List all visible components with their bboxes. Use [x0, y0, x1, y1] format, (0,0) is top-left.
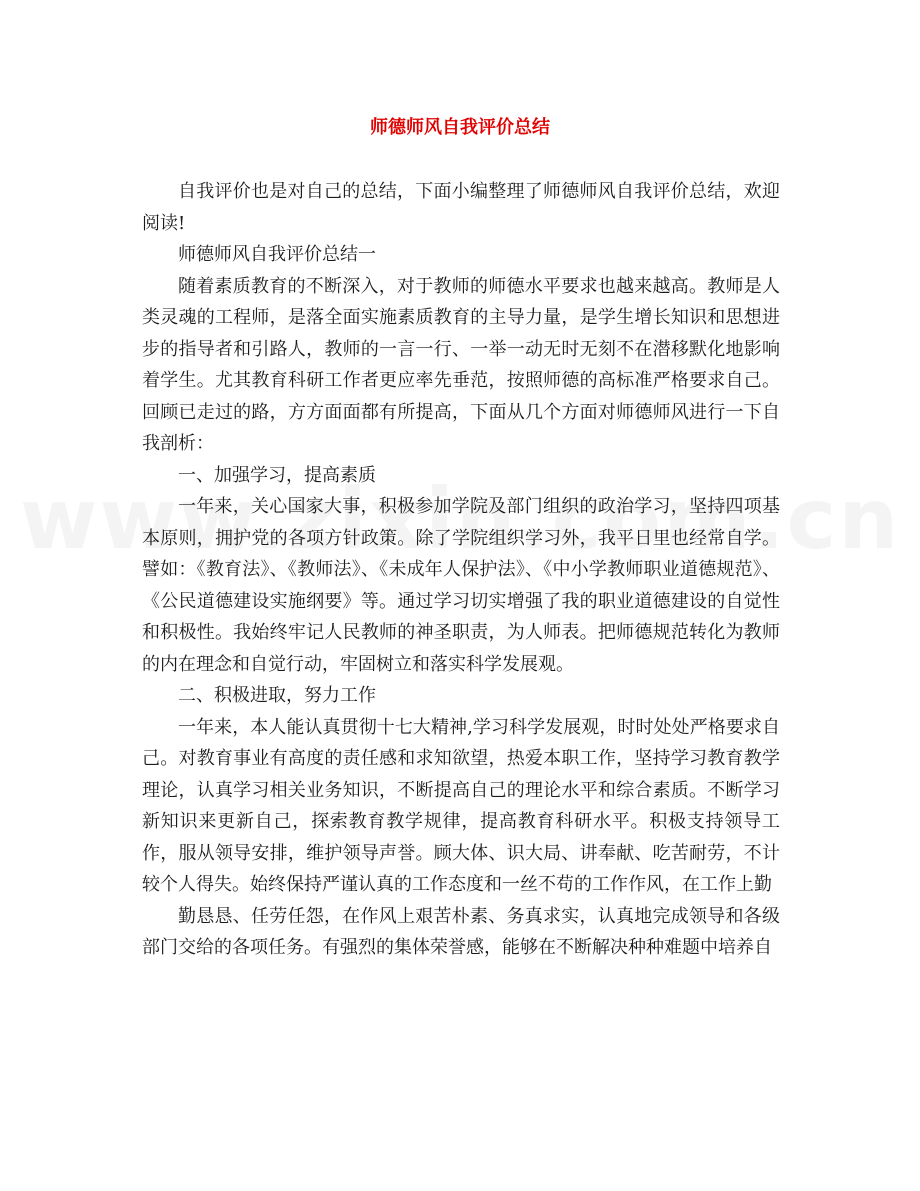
intro-paragraph: 自我评价也是对自己的总结，下面小编整理了师德师风自我评价总结，欢迎阅读! [142, 181, 780, 234]
body-paragraph: 随着素质教育的不断深入，对于教师的师德水平要求也越来越高。教师是人类灵魂的工程师，是落全面实施素质教育的主导力量，是学生增长知识和思想进步的指导者和引路人，教师的一言一行、一举一动无时无刻不在潜移默化地影响着学生。尤其教育科研工作者更应率先垂范，按照师德的高标准严格要求自己。回顾已走过的路，方方面面都有所提高，下面从几个方面对师德师风进行一下自我剖析： [142, 275, 780, 454]
body-paragraph: 勤恳恳、任劳任怨，在作风上艰苦朴素、务真求实，认真地完成领导和各级部门交给的各项任务。有强烈的集体荣誉感，能够在不断解决种种难题中培养自 [142, 905, 780, 958]
document-body [142, 176, 780, 964]
section-heading-summary-one: 师德师风自我评价总结一 [178, 244, 376, 265]
section-heading-work: 二、积极进取，努力工作 [178, 685, 376, 706]
section-heading-study: 一、加强学习，提高素质 [178, 464, 376, 486]
body-paragraph: 一年来，本人能认真贯彻十七大精神,学习科学发展观，时时处处严格要求自己。对教育事业有高度的责任感和求知欲望，热爱本职工作，坚持学习教育教学理论，认真学习相关业务知识，不断提高自己的理论水平和综合素质。不断学习新知识来更新自己，探索教育教学规律，提高教育科研水平。积极支持领导工作，服从领导安排，维护领导声誉。顾大体、识大局、讲奉献、吃苦耐劳，不计较个人得失。始终保持严谨认真的工作态度和一丝不苟的工作作风，在工作上勤 [142, 716, 780, 895]
body-paragraph: 一年来，关心国家大事，积极参加学院及部门组织的政治学习，坚持四项基本原则，拥护党的各项方针政策。除了学院组织学习外，我平日里也经常自学。譬如：《教育法》、《教师法》、《未成年人保护法》、《中小学教师职业道德规范》、《公民道德建设实施纲要》等。通过学习切实增强了我的职业道德建设的自觉性和积极性。我始终牢记人民教师的神圣职责，为人师表。把师德规范转化为教师的内在理念和自觉行动，牢固树立和落实科学发展观。 [142, 496, 780, 675]
page-title: 师德师风自我评价总结 [370, 117, 550, 138]
